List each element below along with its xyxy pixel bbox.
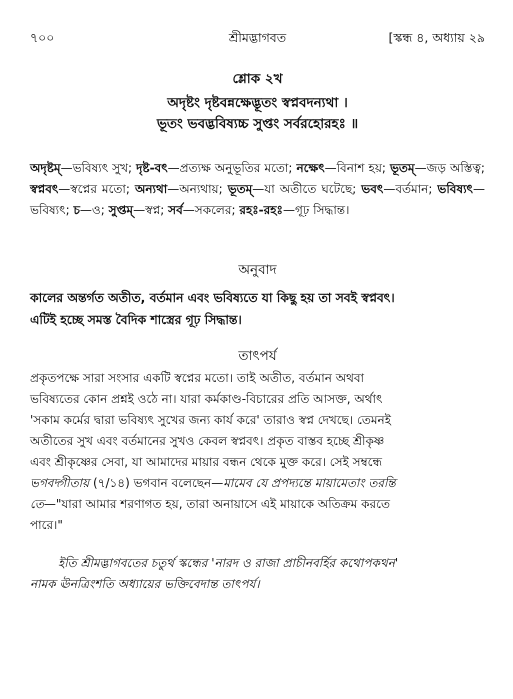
synonym-entry: চ—ও; bbox=[73, 203, 105, 217]
purport-line: প্রকৃতপক্ষে সারা সংসার একটি স্বপ্নের মতো। তাই অতীত, বর্তমান অথবা bbox=[30, 371, 365, 385]
synonym-entry: নক্ষেৎ—বিনাশ হয়; bbox=[296, 161, 386, 175]
colophon-line-2: নামক ঊনত্রিংশতি অধ্যায়ের ভক্তিবেদান্ত তাৎপর্য। bbox=[30, 577, 260, 591]
purport-line: পারে।" bbox=[30, 518, 63, 532]
gita-reference: ভগবদ্গীতায় bbox=[30, 476, 90, 490]
running-header bbox=[30, 30, 485, 50]
synonym-entry: অদৃষ্টম্—ভবিষ্যৎ সুখ; bbox=[30, 161, 133, 175]
canto-chapter-label: [স্কন্ধ ৪, অধ্যায় ২৯ bbox=[388, 30, 485, 45]
page-number: ৭০০ bbox=[30, 30, 55, 45]
synonym-entry: ভূতম্—যা অতীতে ঘটেছে; bbox=[227, 182, 357, 196]
translation-heading: অনুবাদ bbox=[238, 262, 277, 278]
synonym-entry: সর্ব—সকলের; bbox=[168, 203, 236, 217]
translation-line-1: কালের অন্তর্গত অতীত, বর্তমান এবং ভবিষ্যতে যা কিছু হয় তা সবই স্বপ্নবৎ। bbox=[30, 291, 395, 305]
verse-heading: শ্লোক ২খ bbox=[232, 71, 283, 87]
chapter-colophon bbox=[30, 553, 485, 595]
translation-text bbox=[30, 287, 485, 331]
purport-text bbox=[30, 368, 485, 536]
purport-line: অতীতের সুখ এবং বর্তমানের সুখও কেবল স্বপ্নবৎ। প্রকৃত বাস্তব হচ্ছে শ্রীকৃষ্ণ bbox=[30, 434, 385, 448]
synonym-entry: অন্যথা—অন্যথায়; bbox=[134, 182, 223, 196]
colophon-line-1: ইতি শ্রীমদ্ভাগবতের চতুর্থ স্কন্ধের 'নারদ ও রাজা প্রাচীনবর্হির কথোপকথন' bbox=[58, 556, 399, 570]
synonym-entry: ভবৎ—বর্তমান; bbox=[361, 182, 433, 196]
gita-quote: মামেব যে প্রপদ্যন্তে মায়ামেতাং তরন্তি bbox=[223, 476, 396, 490]
purport-line bbox=[30, 473, 485, 494]
purport-line bbox=[30, 494, 485, 515]
synonym-entry: ভূতম্—জড় অস্তিত্ব; bbox=[389, 161, 485, 175]
purport-line: 'সকাম কর্মের দ্বারা ভবিষ্যৎ সুখের জন্য কার্য করে' তারাও স্বপ্ন দেখছে। তেমনই bbox=[30, 413, 391, 427]
purport-line: এবং শ্রীকৃষ্ণের সেবা, যা আমাদের মায়ার বন্ধন থেকে মুক্ত করে। সেই সম্বন্ধে bbox=[30, 455, 382, 469]
gita-translation: —"যারা আমার শরণাগত হয়, তারা অনায়াসে এই মায়াকে অতিক্রম করতে bbox=[43, 497, 390, 511]
gita-quote-end: তে bbox=[30, 497, 44, 511]
verse-line-1: অদৃষ্টং দৃষ্টবন্নক্ষেদ্ভূতং স্বপ্নবদন্যথা । bbox=[167, 95, 348, 111]
synonym-entry: সুপ্তম্—স্বপ্ন; bbox=[108, 203, 165, 217]
translation-line-2: এটিই হচ্ছে সমস্ত বৈদিক শাস্ত্রের গূঢ় সিদ্ধান্ত। bbox=[30, 313, 242, 327]
synonyms-paragraph bbox=[30, 158, 485, 221]
synonym-entry: স্বপ্নবৎ—স্বপ্নের মতো; bbox=[30, 182, 130, 196]
verse-line-2: ভূতং ভবদ্ভবিষ্যচ্চ সুপ্তং সর্বরহোরহঃ ॥ bbox=[156, 116, 359, 132]
synonym-entry: রহঃ-রহঃ—গূঢ় সিদ্ধান্ত। bbox=[239, 203, 350, 217]
purport-heading: তাৎপর্য bbox=[238, 348, 277, 364]
synonym-entry: দৃষ্ট-বৎ—প্রত্যক্ষ অনুভূতির মতো; bbox=[136, 161, 293, 175]
book-title: শ্রীমদ্ভাগবত bbox=[228, 30, 287, 45]
purport-line: ভবিষ্যতের কোন প্রশ্নই ওঠে না। যারা কর্মকাণ্ড-বিচারের প্রতি আসক্ত, অর্থাৎ bbox=[30, 392, 383, 406]
synonym-entry: ভবিষ্যৎ—ভবিষ্যৎ; bbox=[30, 182, 485, 217]
gita-citation: (৭/১৪) ভগবান বলেছেন— bbox=[89, 476, 224, 490]
verse-text bbox=[30, 93, 485, 135]
